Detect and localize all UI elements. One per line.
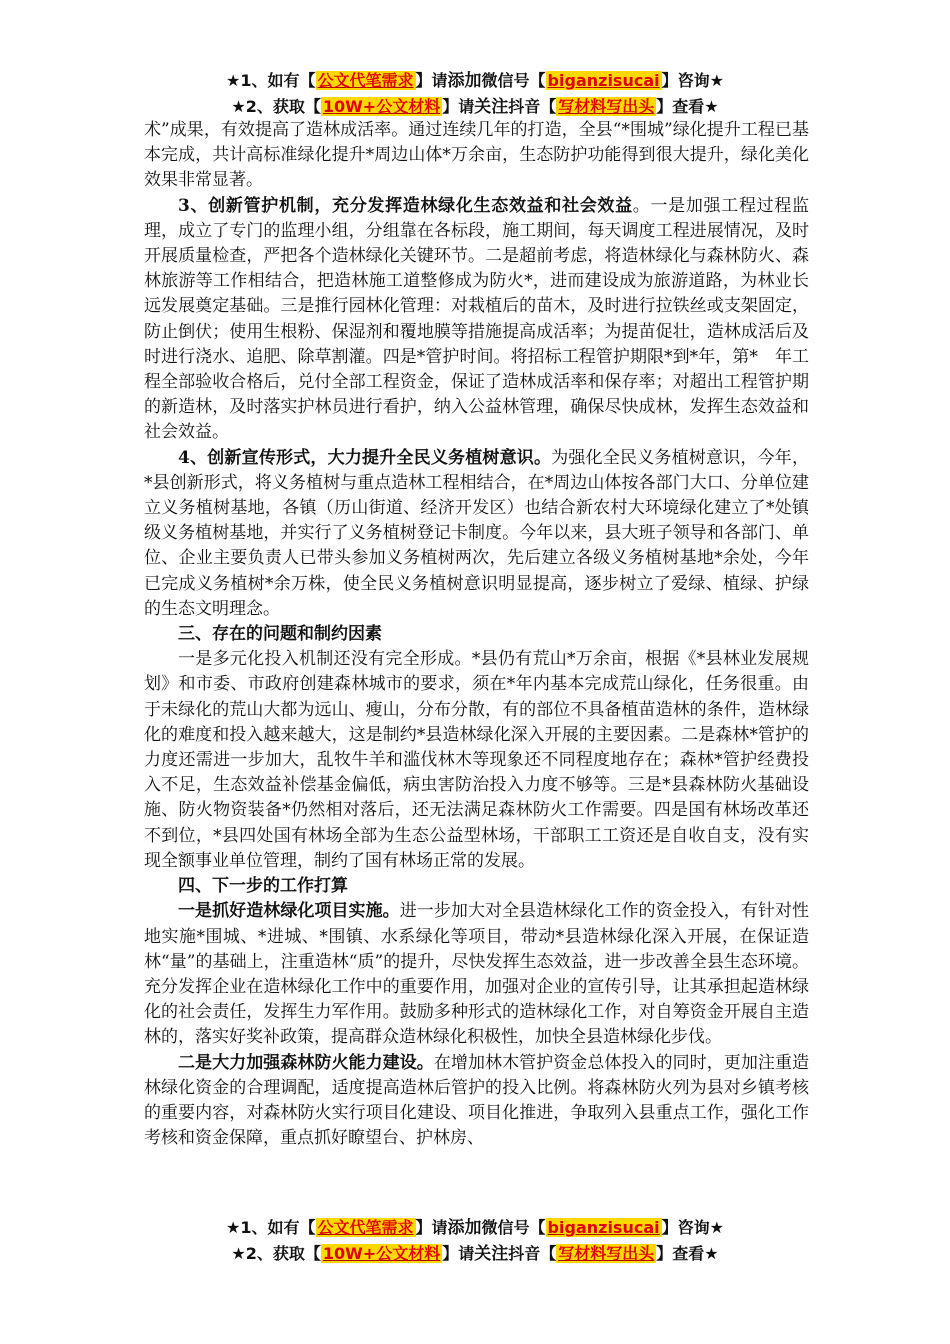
promo-text: 】请: [442, 97, 475, 116]
highlight-materials: 10W+公文材料: [322, 97, 441, 116]
promo-banner-bottom: [0, 1215, 950, 1267]
paragraph-item-3: [144, 194, 809, 446]
item-4-text: 为强化全民义务植树意识，今年，*县创新形式，将义务植树与重点造林工程相结合，在*周边山体按各部门大口、分单位建立义务植树基地，各镇（历山街道、经济开发区）也结合新农村大环境绿化建立了*处镇级义务植树基地，并实行了义务植树登记卡制度。今年以来，县大班子领导和各部门、单位、企业主要负责人已带头参加义务植树两次，先后建立各级义务植树基地*余处，今年已完成义务植树*余万株，使全民义务植树意识明显提高，逐步树立了爱绿、植绿、护绿的生态文明理念。: [144, 447, 810, 619]
promo-keyword: 关注: [474, 1244, 509, 1264]
plan-item-2-heading: 二是大力加强森林防火能力建设。: [178, 1052, 434, 1073]
plan-item-1-text: 进一步加大对全县造林绿化工作的资金投入，有针对性地实施*围城、*进城、*围镇、水系绿化等项目，带动*县造林绿化深入开展，在保证造林“量”的基础上，注重造林“质”的提升，尽快发挥生态效益，进一步改善全县生态环境。充分发挥企业在造林绿化工作中的重要作用，加强对企业的宣传引导，让其承担起造林绿化的社会责任，发挥生力军作用。鼓励多种形式的造林绿化工作，对自筹资金开展自主造林的，落实好奖补政策，提高群众造林绿化积极性，加快全县造林绿化步伐。: [144, 901, 810, 1048]
highlight-service: 公文代笔需求: [317, 71, 414, 90]
document-body: [144, 118, 809, 1151]
promo-text: ★2、获取【: [231, 1244, 321, 1263]
promo-text: ★1、如有【: [226, 71, 316, 90]
plan-item-1: [144, 899, 809, 1050]
promo-text: 微信号【: [481, 71, 546, 90]
promo-text: 】请: [442, 1244, 475, 1263]
promo-text: 微信号【: [481, 1218, 546, 1237]
paragraph-item-4: [144, 446, 809, 622]
highlight-douyin-id: 写材料写出头: [558, 1244, 655, 1263]
promo-keyword: 添加: [447, 71, 482, 91]
plan-item-1-heading: 一是抓好造林绿化项目实施。: [178, 901, 400, 922]
promo-text: 抖音【: [508, 1244, 557, 1263]
promo-line-2: [0, 1241, 950, 1267]
promo-text: 】查看★: [656, 97, 719, 116]
promo-text: ★1、如有【: [226, 1218, 316, 1237]
paragraph-continued: 术”成果，有效提高了造林成活率。通过连续几年的打造，全县“*围城”绿化提升工程已基本完成，共计高标准绿化提升*周边山体*万余亩，生态防护功能得到很大提升，绿化美化效果非常显著。: [144, 120, 809, 191]
highlight-materials: 10W+公文材料: [322, 1244, 441, 1263]
section-4-title: 四、下一步的工作打算: [178, 876, 348, 897]
promo-keyword: 关注: [474, 97, 509, 117]
promo-text: ★2、获取【: [231, 97, 321, 116]
section-3-text: 一是多元化投入机制还没有完全形成。*县仍有荒山*万余亩，根据《*县林业发展规划》和市委、市政府创建森林城市的要求，须在*年内基本完成荒山绿化，任务很重。由于未绿化的荒山大都为远山、瘦山，分布分散，有的部位不具备植苗造林的条件，造林绿化的难度和投入越来越大，这是制约*县造林绿化深入开展的主要因素。二是森林*管护的力度还需进一步加大，乱牧牛羊和滥伐林木等现象还不同程度地存在；森林*管护经费投入不足，生态效益补偿基金偏低，病虫害防治投入力度不够等。三是*县森林防火基础设施、防火物资装备*仍然相对落后，还无法满足森林防火工作需要。四是国有林场改革还不到位，*县四处国有林场全部为生态公益型林场，干部职工工资还是自收自支，没有实现全额事业单位管理，制约了国有林场正常的发展。: [144, 649, 809, 871]
highlight-douyin-id: 写材料写出头: [558, 97, 655, 116]
promo-banner-top: [0, 68, 950, 120]
promo-line-2: [0, 94, 950, 120]
promo-text: 】咨询★: [661, 71, 724, 90]
promo-text: 】查看★: [656, 1244, 719, 1263]
promo-keyword: 添加: [447, 1218, 482, 1238]
promo-text: 】请: [415, 1218, 448, 1237]
highlight-service: 公文代笔需求: [317, 1218, 414, 1237]
item-3-text: 。一是加强工程过程监理，成立了专门的监理小组，分组靠在各标段，施工期间，每天调度工程进展情况，及时开展质量检查，严把各个造林绿化关键环节。二是超前考虑，将造林绿化与森林防火、森林旅游等工作相结合，把造林施工道整修成为防火*，进而建设成为旅游道路，为林业长远发展奠定基础。三是推行园林化管理：对栽植后的苗木，及时进行拉铁丝或支架固定，防止倒伏；使用生根粉、保湿剂和覆地膜等措施提高成活率；为提苗促壮，造林成活后及时进行浇水、追肥、除草割灌。四是*管护时间。将招标工程管护期限*到*年，第* 年工程全部验收合格后，兑付全部工程资金，保证了造林成活率和保存率；对超出工程管护期的新造林，及时落实护林员进行看护，纳入公益林管理，确保尽快成林，发挥生态效益和社会效益。: [144, 195, 810, 443]
promo-line-1: [0, 1215, 950, 1241]
promo-text: 】咨询★: [661, 1218, 724, 1237]
promo-text: 】请: [415, 71, 448, 90]
section-3-title: 三、存在的问题和制约因素: [178, 624, 382, 645]
highlight-wechat-id: biganzisucai: [547, 1218, 660, 1237]
item-4-heading: 4、创新宣传形式，大力提升全民义务植树意识。: [178, 447, 552, 468]
promo-line-1: [0, 68, 950, 94]
plan-item-2-text: 在增加林木管护资金总体投入的同时，更加注重造林绿化资金的合理调配，适度提高造林后管护的投入比例。将森林防火列为县对乡镇考核的重要内容，对森林防火实行项目化建设、项目化推进，争取列入县重点工作，强化工作考核和资金保障，重点抓好瞭望台、护林房、: [144, 1052, 810, 1149]
item-3-heading: 3、创新管护机制，充分发挥造林绿化生态效益和社会效益: [178, 195, 633, 216]
promo-text: 抖音【: [508, 97, 557, 116]
plan-item-2: [144, 1051, 809, 1152]
highlight-wechat-id: biganzisucai: [547, 71, 660, 90]
